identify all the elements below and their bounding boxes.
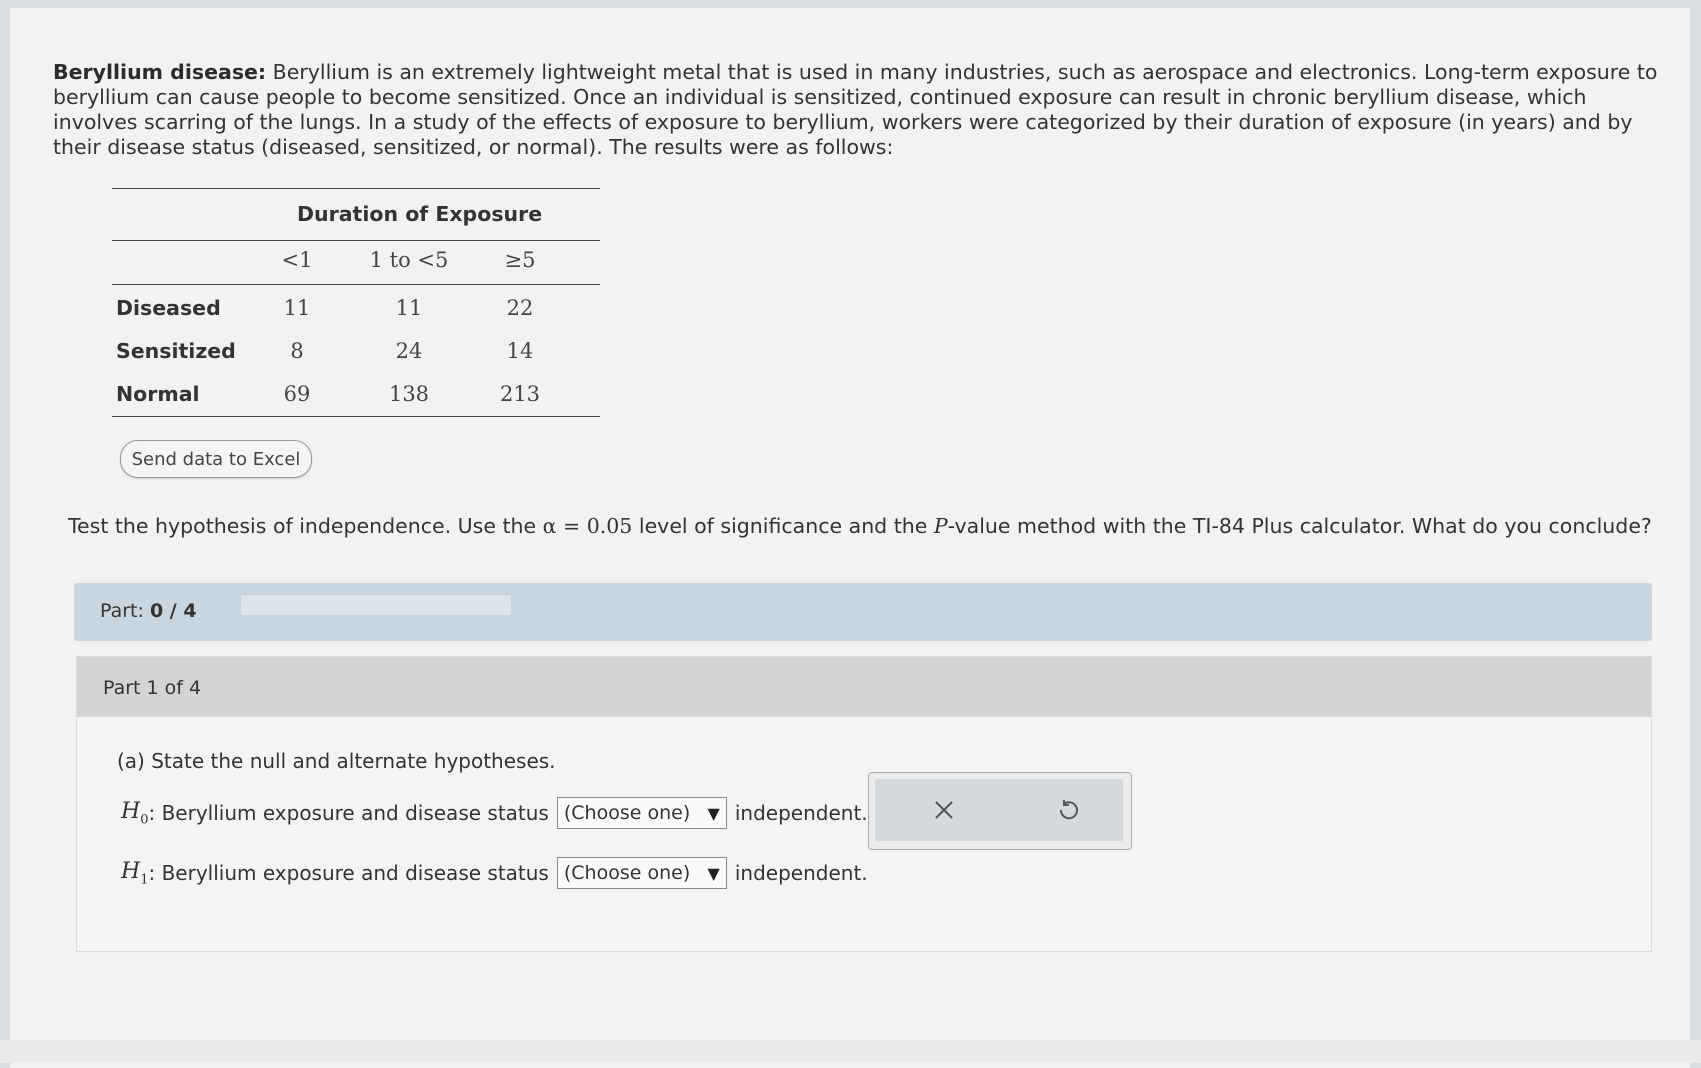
- column-header: 1 to <5: [369, 248, 449, 272]
- table-header: Duration of Exposure: [297, 202, 543, 226]
- h0-select[interactable]: (Choose one) ▼: [557, 797, 727, 829]
- table-cell: 24: [395, 339, 423, 363]
- undo-icon[interactable]: [1051, 793, 1085, 827]
- table-rule: [112, 188, 600, 189]
- h1-symbol: $H_1$: [121, 858, 149, 888]
- table-cell: 11: [283, 296, 311, 320]
- part-title: Part 1 of 4: [103, 677, 202, 699]
- table-cell: 11: [395, 296, 423, 320]
- progress-track: [240, 594, 512, 616]
- dropdown-arrow-icon: ▼: [707, 863, 720, 883]
- table-cell: 138: [388, 382, 430, 406]
- h1-select[interactable]: (Choose one) ▼: [557, 857, 727, 889]
- column-header: <1: [281, 248, 313, 272]
- question-text: Test the hypothesis of independence. Use the α = 0.05 level of significance and the P-value method with the TI-84 Plus calculator. What do you conclude?: [68, 514, 1652, 538]
- table-cell: 69: [283, 382, 311, 406]
- problem-title: Beryllium disease:: [53, 60, 267, 84]
- column-header: ≥5: [504, 248, 536, 272]
- bottom-band: [0, 1040, 1701, 1063]
- alternate-hypothesis: $H_1$ : Beryllium exposure and disease status (Choose one) ▼ independent.: [121, 858, 868, 888]
- null-hypothesis: $H_0$ : Beryllium exposure and disease status (Choose one) ▼ independent.: [121, 798, 868, 828]
- table-cell: 8: [290, 339, 304, 363]
- send-to-excel-button[interactable]: Send data to Excel: [120, 440, 312, 478]
- h0-symbol: $H_0$: [121, 798, 149, 828]
- table-cell: 213: [499, 382, 541, 406]
- part-progress-value: 0 / 4: [149, 600, 197, 622]
- answer-actions-inner: [875, 779, 1123, 841]
- dropdown-arrow-icon: ▼: [707, 803, 720, 823]
- alpha-value: α = 0.05: [542, 514, 633, 538]
- answer-actions: [868, 772, 1132, 850]
- part-prompt: (a) State the null and alternate hypotheses.: [117, 749, 556, 773]
- part-progress-bar: [74, 583, 1652, 641]
- problem-text: Beryllium is an extremely lightweight metal that is used in many industries, such as aerospace and electronics. Long-term exposure to beryllium can cause people to become sensitized. Once an individual is sensitized, continued exposure can result in chronic beryllium disease, which involves scarring of the lungs. In a study of the effects of exposure to beryllium, workers were categorized by their duration of exposure (in years) and by their disease status (diseased, sensitized, or normal). The results were as follows:: [53, 60, 1658, 159]
- row-label: Sensitized: [116, 339, 236, 363]
- table-cell: 14: [506, 339, 534, 363]
- table-cell: 22: [506, 296, 534, 320]
- close-icon[interactable]: [927, 793, 961, 827]
- table-rule: [112, 284, 600, 285]
- problem-intro: [53, 60, 1663, 160]
- part-header: [77, 657, 1651, 717]
- row-label: Normal: [116, 382, 200, 406]
- table-rule: [112, 416, 600, 417]
- table-rule: [112, 240, 600, 241]
- row-label: Diseased: [116, 296, 221, 320]
- part-panel: [76, 656, 1652, 952]
- part-progress-label: Part: 0 / 4: [100, 600, 197, 622]
